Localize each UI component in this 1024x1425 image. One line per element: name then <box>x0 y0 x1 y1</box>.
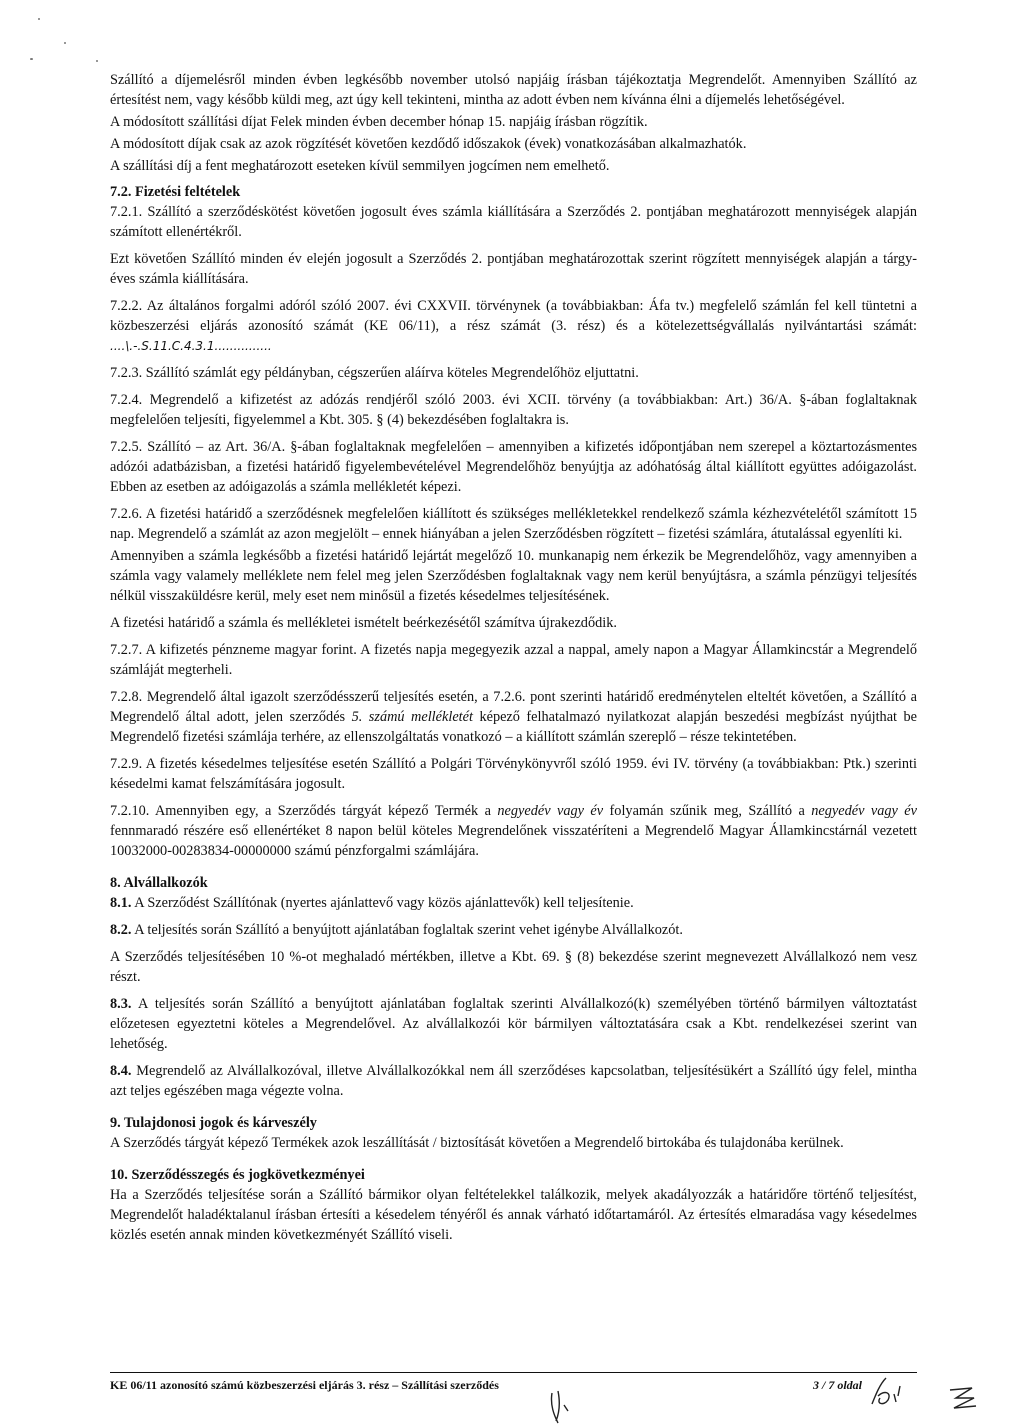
clause-text: fennmaradó részére eső ellenértéket 8 napon belül köteles Megrendelőnek visszatéríteni a Megrendelő Magyar Államkincstárnál vezetett 10032000-00283834-00000000 számú pénzforgalmi számlájára. <box>110 823 917 859</box>
clause-7-2-3 <box>110 363 917 383</box>
clause-text: A teljesítés során Szállító a benyújtott ajánlatában foglaltak szerint vehet igénybe Alvállalkozót. <box>134 922 683 938</box>
footer-title: KE 06/11 azonosító számú közbeszerzési eljárás 3. rész – Szállítási szerződés <box>110 1378 499 1392</box>
clause-7-2-4 <box>110 390 917 430</box>
clause-text: A fizetés késedelmes teljesítése esetén Szállító a Polgári Törvénykönyvről szóló 1959. évi IV. törvény (a továbbiakban: Ptk.) szerinti késedelmi kamat felszámítására jogosult. <box>110 756 917 792</box>
clause-number: 7.2.8. <box>110 689 143 705</box>
clause-text: Szállító – az Art. 36/A. §-ában foglaltaknak megfelelően – amennyiben a kifizetés időpontjában nem szerepel a köztartozásmentes adózói adatbázisban, a fizetési határidő figyelembevételével Megrendelőhöz benyújtja az adóhatóság által kiállított együttes adóigazolást. Ebben az esetben az adóigazolás a számla mellékletét képezi. <box>110 439 918 495</box>
clause-number: 7.2.3. <box>110 365 143 381</box>
clause-text: A kifizetés pénzneme magyar forint. A fizetés napja megegyezik azzal a nappal, amely napon a Magyar Államkincstár a Megrendelő számláját megterheli. <box>110 642 917 678</box>
scan-speck <box>96 60 98 62</box>
clause-text: A fizetési határidő a szerződésnek megfelelően kiállított és szükséges mellékletekkel rendelkező számla kézhezvételétől számított 15 nap. Megrendelő a számlát az azon megjelölt – ennek hiányában a jelen Szerződésben rögzített – fizetési számlára, átutalással egyenlíti ki. <box>110 506 917 542</box>
initials-mark-icon <box>946 1384 982 1418</box>
clause-8-3 <box>110 994 917 1054</box>
paragraph: A módosított szállítási díjat Felek minden évben december hónap 15. napjáig írásban rögzítik. <box>110 114 648 130</box>
clause-number: 7.2.2. <box>110 298 143 314</box>
section-heading: 9. Tulajdonosi jogok és kárveszély <box>110 1115 317 1131</box>
clause-text: Megrendelő az Alvállalkozóval, illetve Alvállalkozókkal nem áll szerződéses kapcsolatban, teljesítésükért a Szállító úgy felel, mintha azt teljes egészében maga végezte volna. <box>110 1063 917 1099</box>
clause-7-2-7 <box>110 640 917 680</box>
clause-8-4 <box>110 1061 917 1101</box>
clause-text: A Szerződést Szállítónak (nyertes ajánlattevő vagy közös ajánlattevők) kell teljesítenie. <box>134 895 634 911</box>
clause-number: 8.3. <box>110 996 132 1012</box>
paragraph: Amennyiben a számla legkésőbb a fizetési határidő lejártát megelőző 10. munkanapig nem érkezik be Megrendelőhöz, vagy amennyiben a számla vagy valamely melléklete nem felel meg jelen Szerződésben foglaltaknak vagy nem kerül benyújtásra, a számla pénzügyi teljesítés nélkül visszaküldésre kerül, mely eset nem minősül a fizetés késedelmes teljesítésének. <box>110 548 917 604</box>
clause-number: 8.1. <box>110 895 132 911</box>
clause-7-2-10 <box>110 801 917 861</box>
clause-number: 7.2.9. <box>110 756 143 772</box>
paragraph: Ezt követően Szállító minden év elején jogosult a Szerződés 2. pontjában meghatározottak szerint rögzített mennyiségek alapján a tárgy-éves számla kiállítására. <box>110 251 917 287</box>
clause-7-2-8 <box>110 687 917 747</box>
scan-speck <box>64 42 66 44</box>
clause-7-2-2 <box>110 296 917 356</box>
clause-text: A teljesítés során Szállító a benyújtott ajánlatában foglaltak szerinti Alvállalkozó(k) személyében történő bármilyen változtatást előzetesen egyeztetni köteles a Megrendelővel. Az alvállalkozói kör bármilyen változtatására csak a Kbt. rendelkezései szerint van lehetőség. <box>110 996 917 1052</box>
paragraph: Ha a Szerződés teljesítése során a Szállító bármikor olyan feltételekkel találkozik, melyek akadályozzák a határidőre történő teljesítést, Megrendelőt haladéktalanul írásban értesíti a késedelem tényéről és annak várható időtartamáról. Az értesítés elmaradása vagy késedelmes közlés esetén annak minden következményét Szállító viseli. <box>110 1187 917 1243</box>
paragraph: A Szerződés tárgyát képező Termékek azok leszállítását / biztosítását követően a Megrendelő birtokába és tulajdonába kerülnek. <box>110 1135 844 1151</box>
document-body <box>110 70 917 1252</box>
footer-divider <box>110 1372 917 1373</box>
clause-7-2-9 <box>110 754 917 794</box>
clause-text: Szállító a szerződéskötést követően jogosult éves számla kiállítására a Szerződés 2. pontjában meghatározott mennyiségek alapján számított ellenértékről. <box>110 204 917 240</box>
paragraph: A módosított díjak csak az azok rögzítését követően kezdődő időszakok (évek) vonatkozásában alkalmazhatók. <box>110 136 747 152</box>
clause-number: 8.4. <box>110 1063 132 1079</box>
clause-text: folyamán szűnik meg, Szállító a <box>603 803 812 819</box>
clause-number: 7.2.4. <box>110 392 143 408</box>
signature-mark-icon <box>546 1385 576 1425</box>
page-number: 3 / 7 oldal <box>813 1378 863 1392</box>
paragraph: A Szerződés teljesítésében 10 %-ot meghaladó mértékben, illetve a Kbt. 69. § (8) bekezdése szerint megnevezett Alvállalkozó nem vesz részt. <box>110 949 917 985</box>
clause-text: Az általános forgalmi adóról szóló 2007. évi CXXVII. törvénynek (a továbbiakban: Áfa tv.) megfelelő számlán fel kell tüntetni a közbeszerzési eljárás azonosító számát (KE 06/11), a rész számát (3. rész) és a kötelezettségvállalás nyilvántartási számát: <box>110 298 917 334</box>
paragraph: Szállító a díjemelésről minden évben legkésőbb november utolsó napjáig írásban tájékoztatja Megrendelőt. Amennyiben Szállító az értesítést nem, vagy később küldi meg, azt úgy kell tekinteni, mintha az adott évben nem kívánna élni a díjemelés lehetőségével. <box>110 72 917 108</box>
clause-number: 7.2.10. <box>110 803 150 819</box>
scan-speck <box>38 18 40 20</box>
clause-text: Megrendelő a kifizetést az adózás rendjéről szóló 2003. évi XCII. törvény (a továbbiakban: Art.) 36/A. §-ában foglaltaknak megfelelően teljesíti, figyelemmel a Kbt. 305. § (4) bekezdésében foglaltakra is. <box>110 392 917 428</box>
initials-signature-icon <box>866 1372 912 1412</box>
clause-7-2-6 <box>110 504 917 544</box>
clause-number: 8.2. <box>110 922 132 938</box>
clause-8-2 <box>110 920 917 940</box>
clause-text-italic: 5. számú mellékletét <box>351 709 473 725</box>
clause-text: Megrendelő által igazolt szerződésszerű teljesítés esetén, a 7.2.6. pont szerinti határidő eredménytelen elteltét követően, a Szállító a Megrendelő által adott, jelen szerződés <box>110 689 917 725</box>
clause-7-2-5 <box>110 437 917 497</box>
clause-text-italic: negyedév vagy év <box>497 803 604 819</box>
clause-number: 7.2.6. <box>110 506 143 522</box>
scan-speck <box>30 58 33 60</box>
section-heading: 7.2. Fizetési feltételek <box>110 184 241 200</box>
clause-text: képező felhatalmazó nyilatkozat alapján beszedési megbízást nyújthat be Megrendelő fizetési számlája terhére, az ellenszolgáltatás vonatkozó – a kiállított számlán szereplő – része tekintetében. <box>110 709 917 745</box>
clause-text: Amennyiben egy, a Szerződés tárgyát képező Termék a <box>154 803 498 819</box>
paragraph: A szállítási díj a fent meghatározott eseteken kívül semmilyen jogcímen nem emelhető. <box>110 158 610 174</box>
clause-7-2-1 <box>110 202 917 242</box>
section-heading: 10. Szerződésszegés és jogkövetkezményei <box>110 1167 365 1183</box>
clause-number: 7.2.5. <box>110 439 143 455</box>
clause-text: Szállító számlát egy példányban, cégszerűen aláírva köteles Megrendelőhöz eljuttatni. <box>145 365 639 381</box>
section-heading: 8. Alvállalkozók <box>110 875 208 891</box>
handwritten-commitment-number: ....\.-.S.11.C.4.3.1............... <box>110 339 272 353</box>
clause-8-1 <box>110 893 917 913</box>
clause-text-italic: negyedév vagy év <box>811 803 917 819</box>
clause-number: 7.2.7. <box>110 642 143 658</box>
paragraph: A fizetési határidő a számla és mellékletei ismételt beérkezésétől számítva újrakezdődik. <box>110 615 617 631</box>
clause-number: 7.2.1. <box>110 204 143 220</box>
